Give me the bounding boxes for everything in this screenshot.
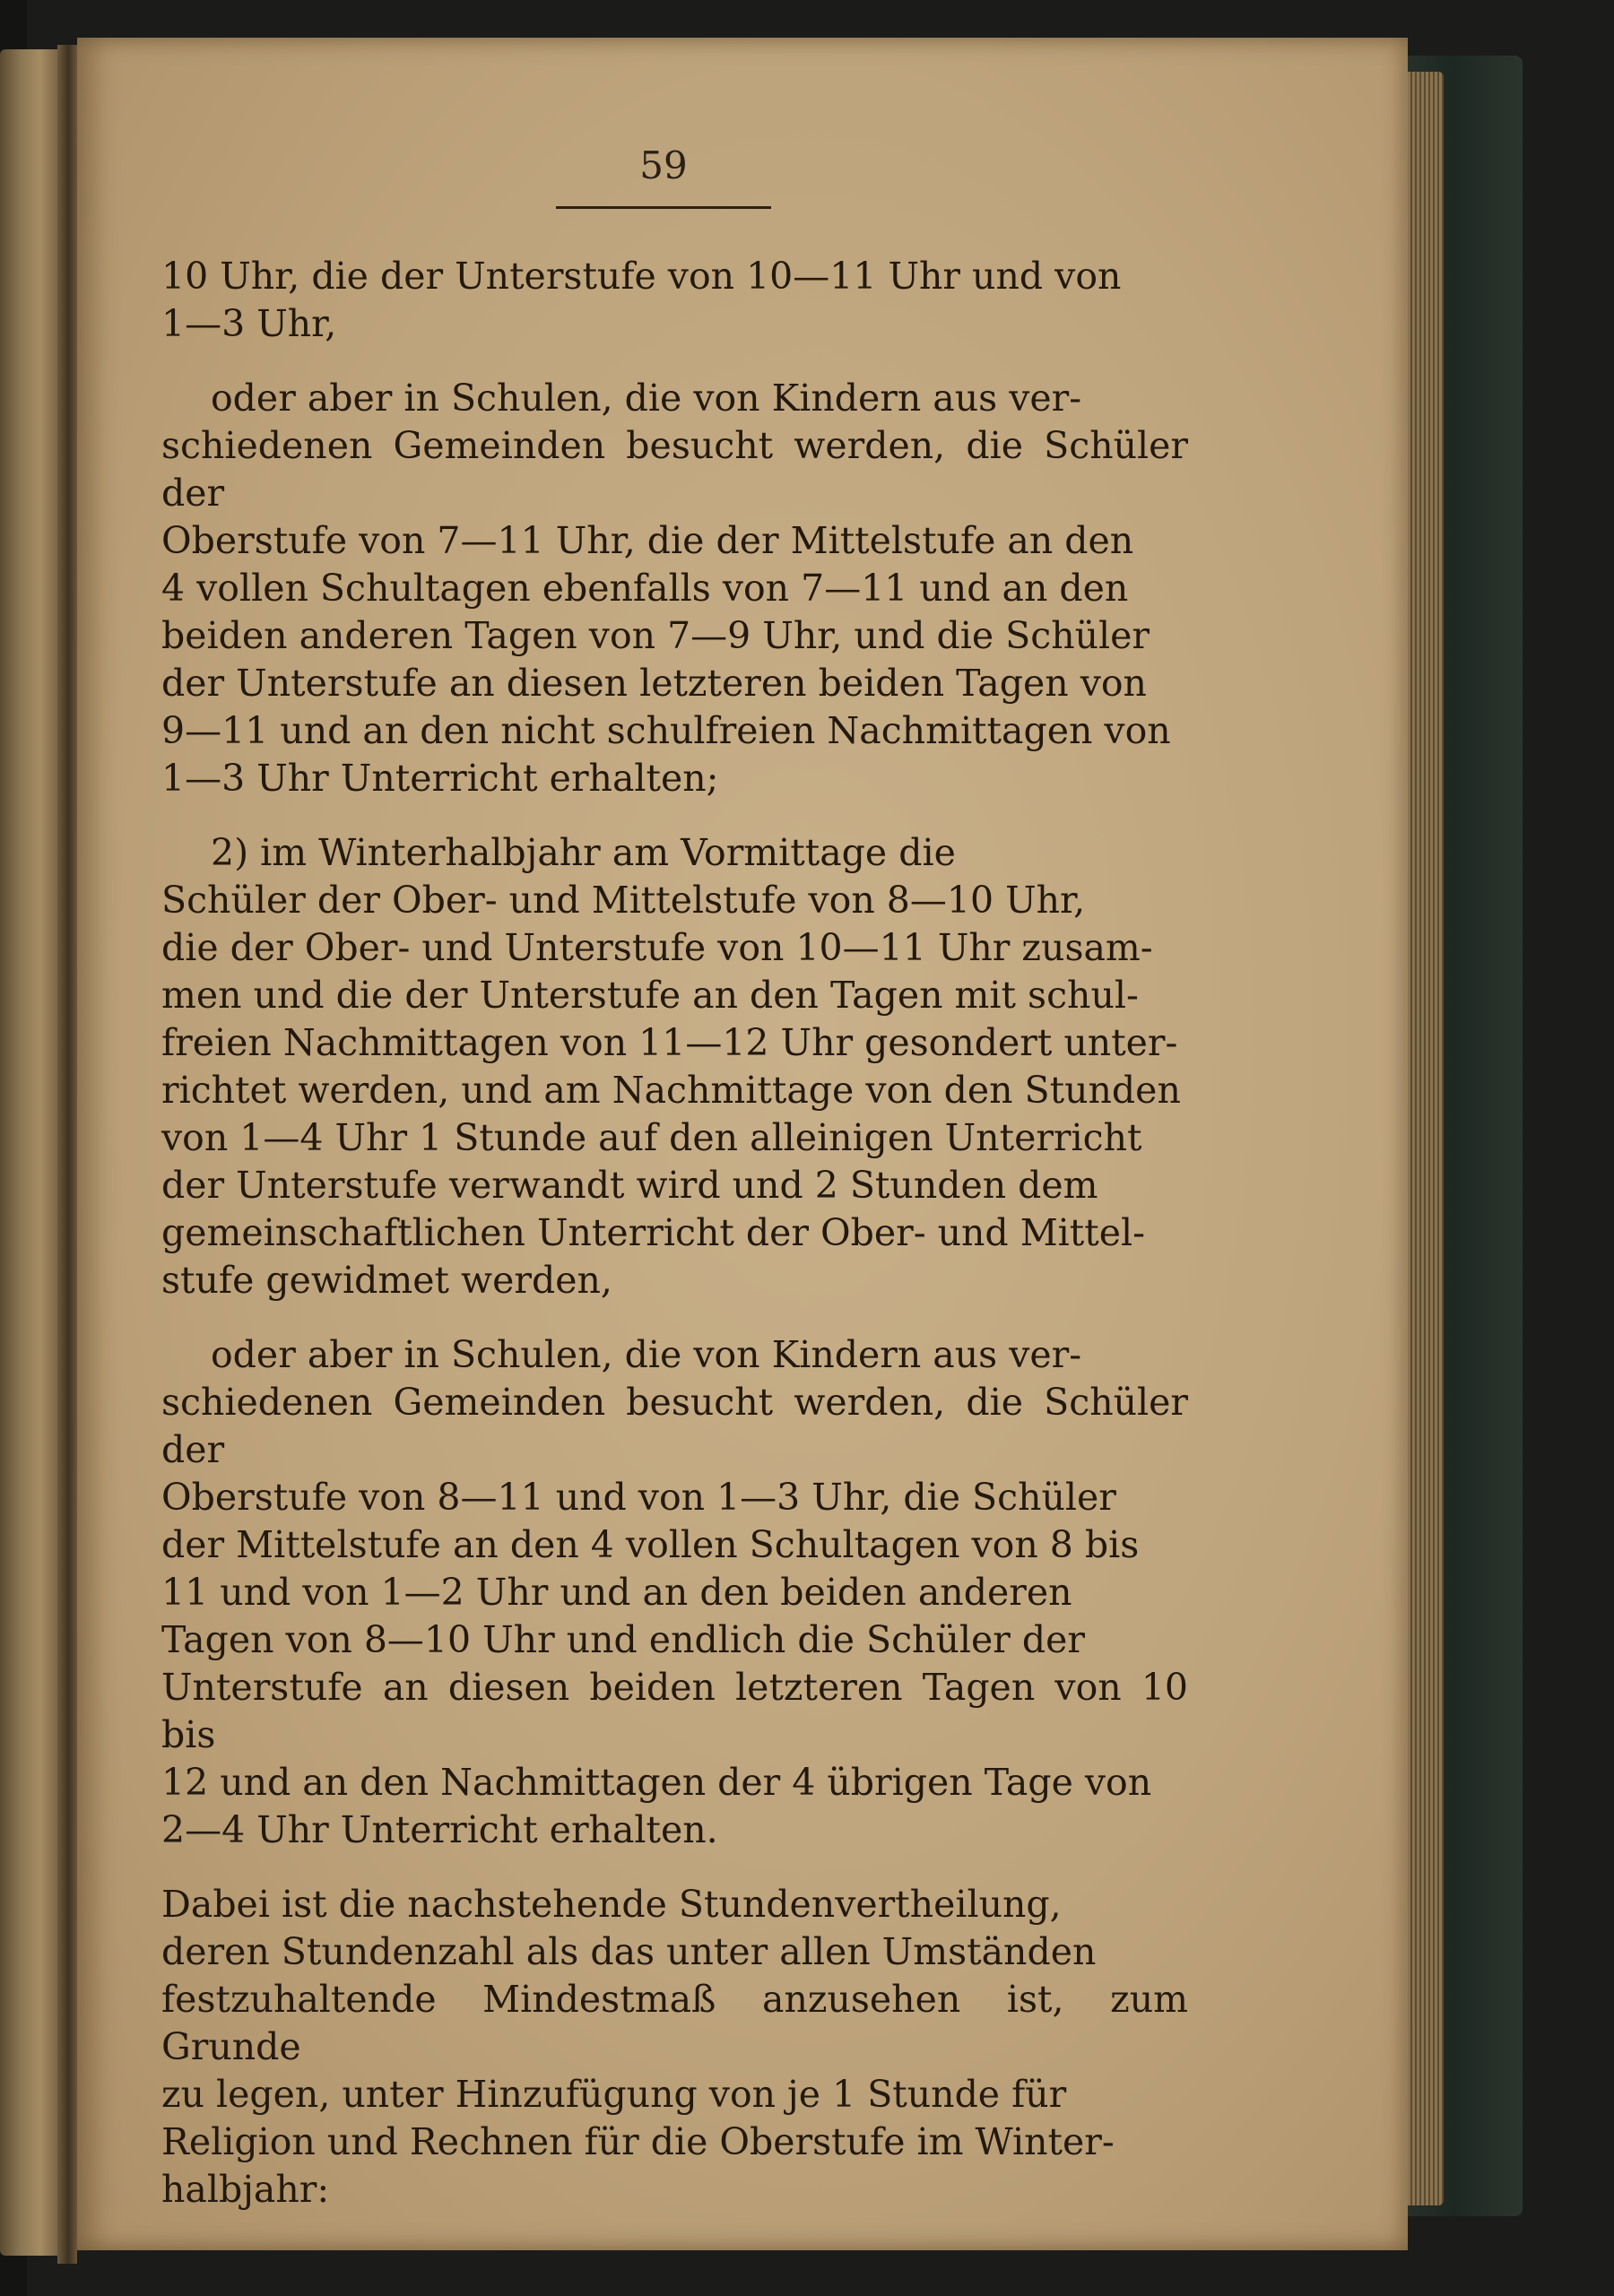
previous-page-edge <box>0 49 57 2256</box>
page-number: 59 <box>639 143 688 187</box>
text-line: oder aber in Schulen, die von Kindern aus ver- <box>211 377 1082 420</box>
page-body <box>161 253 1188 2214</box>
text-line: 2—4 Uhr Unterricht erhalten. <box>161 1808 718 1851</box>
text-line: von 1—4 Uhr 1 Stunde auf den alleinigen Unterricht <box>161 1116 1142 1159</box>
text-line: Oberstufe von 8—11 und von 1—3 Uhr, die Schüler <box>161 1476 1116 1519</box>
text-line: Schüler der Ober- und Mittelstufe von 8—10 Uhr, <box>161 879 1086 922</box>
text-line: zu legen, unter Hinzufügung von je 1 Stunde für <box>161 2073 1067 2116</box>
paragraph-2 <box>161 375 1188 802</box>
text-line: 11 und von 1—2 Uhr und an den beiden anderen <box>161 1571 1072 1614</box>
text-line: freien Nachmittagen von 11—12 Uhr gesondert unter- <box>161 1021 1178 1064</box>
text-line: festzuhaltende Mindestmaß anzusehen ist, zum Grunde <box>161 1978 1188 2068</box>
text-line: schiedenen Gemeinden besucht werden, die Schüler der <box>161 424 1188 515</box>
text-line: stufe gewidmet werden, <box>161 1259 612 1302</box>
page-number-rule <box>556 206 771 209</box>
text-line: richtet werden, und am Nachmittage von den Stunden <box>161 1069 1181 1112</box>
text-line: Unterstufe an diesen beiden letzteren Tagen von 10 bis <box>161 1666 1188 1756</box>
paragraph-3 <box>161 829 1188 1304</box>
text-line: 9—11 und an den nicht schulfreien Nachmittagen von <box>161 709 1171 752</box>
text-line: der Mittelstufe an den 4 vollen Schultagen von 8 bis <box>161 1523 1140 1566</box>
text-line: deren Stundenzahl als das unter allen Umständen <box>161 1930 1097 1973</box>
text-line: der Unterstufe verwandt wird und 2 Stunden dem <box>161 1164 1098 1207</box>
book-gutter <box>57 45 77 2264</box>
text-line: Dabei ist die nachstehende Stundenvertheilung, <box>161 1883 1062 1926</box>
text-line: 1—3 Uhr Unterricht erhalten; <box>161 757 719 800</box>
text-line: 10 Uhr, die der Unterstufe von 10—11 Uhr und von <box>161 255 1122 298</box>
paragraph-5 <box>161 1881 1188 2214</box>
text-line: Religion und Rechnen für die Oberstufe im Winter- <box>161 2120 1115 2163</box>
text-line: der Unterstufe an diesen letzteren beiden Tagen von <box>161 662 1147 705</box>
text-line: Oberstufe von 7—11 Uhr, die der Mittelstufe an den <box>161 519 1134 562</box>
text-line: men und die der Unterstufe an den Tagen mit schul- <box>161 974 1139 1017</box>
paragraph-1 <box>161 253 1188 348</box>
text-line: halbjahr: <box>161 2168 330 2211</box>
text-line: schiedenen Gemeinden besucht werden, die Schüler der <box>161 1381 1188 1471</box>
text-line: beiden anderen Tagen von 7—9 Uhr, und die Schüler <box>161 614 1150 657</box>
text-line: gemeinschaftlichen Unterricht der Ober- und Mittel- <box>161 1211 1145 1254</box>
paragraph-4 <box>161 1331 1188 1854</box>
text-line: Tagen von 8—10 Uhr und endlich die Schüler der <box>161 1618 1085 1661</box>
text-line: 1—3 Uhr, <box>161 302 337 345</box>
text-line: die der Ober- und Unterstufe von 10—11 Uhr zusam- <box>161 926 1153 969</box>
text-line: 12 und an den Nachmittagen der 4 übrigen Tage von <box>161 1761 1152 1804</box>
text-line: oder aber in Schulen, die von Kindern aus ver- <box>211 1333 1082 1376</box>
text-line: 4 vollen Schultagen ebenfalls von 7—11 und an den <box>161 567 1129 610</box>
text-line: 2) im Winterhalbjahr am Vormittage die <box>211 831 956 874</box>
